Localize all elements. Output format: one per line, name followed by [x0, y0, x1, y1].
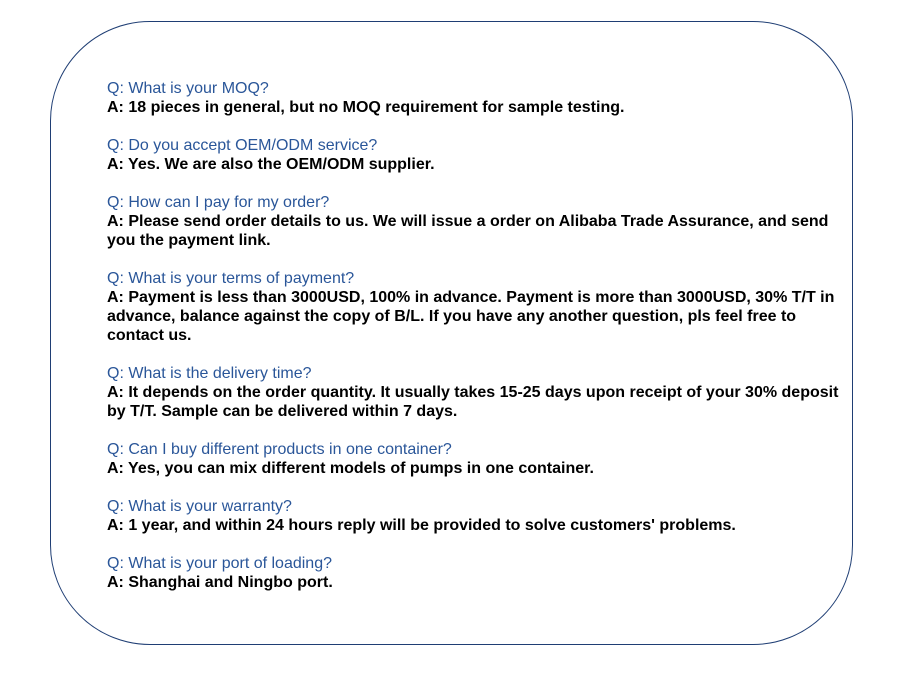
- faq-item-payment-method: [107, 193, 842, 250]
- faq-answer: A: 18 pieces in general, but no MOQ requirement for sample testing.: [107, 99, 625, 116]
- faq-question: Q: What is your port of loading?: [107, 555, 332, 572]
- faq-item-delivery-time: [107, 364, 842, 421]
- faq-item-payment-terms: [107, 269, 842, 345]
- faq-answer: A: Payment is less than 3000USD, 100% in advance. Payment is more than 3000USD, 30% T/T in advance, balance against the copy of B/L. If you have any another question, pls feel free to contact us.: [107, 289, 835, 344]
- faq-answer: A: Shanghai and Ningbo port.: [107, 574, 333, 591]
- faq-item-moq: [107, 79, 842, 117]
- faq-question: Q: What is the delivery time?: [107, 365, 312, 382]
- faq-item-mixed-container: [107, 440, 842, 478]
- faq-item-oem-odm: [107, 136, 842, 174]
- faq-item-port-of-loading: [107, 554, 842, 592]
- faq-list: [107, 79, 842, 611]
- faq-answer: A: Yes. We are also the OEM/ODM supplier.: [107, 156, 435, 173]
- faq-question: Q: What is your terms of payment?: [107, 270, 355, 287]
- faq-question: Q: Can I buy different products in one container?: [107, 441, 452, 458]
- faq-question: Q: What is your warranty?: [107, 498, 292, 515]
- faq-item-warranty: [107, 497, 842, 535]
- faq-question: Q: Do you accept OEM/ODM service?: [107, 137, 378, 154]
- faq-answer: A: 1 year, and within 24 hours reply will be provided to solve customers' problems.: [107, 517, 736, 534]
- faq-answer: A: Please send order details to us. We will issue a order on Alibaba Trade Assurance, and send you the payment link.: [107, 213, 829, 249]
- faq-question: Q: What is your MOQ?: [107, 80, 269, 97]
- faq-answer: A: It depends on the order quantity. It usually takes 15-25 days upon receipt of your 30% deposit by T/T. Sample can be delivered within 7 days.: [107, 384, 839, 420]
- faq-question: Q: How can I pay for my order?: [107, 194, 330, 211]
- faq-answer: A: Yes, you can mix different models of pumps in one container.: [107, 460, 594, 477]
